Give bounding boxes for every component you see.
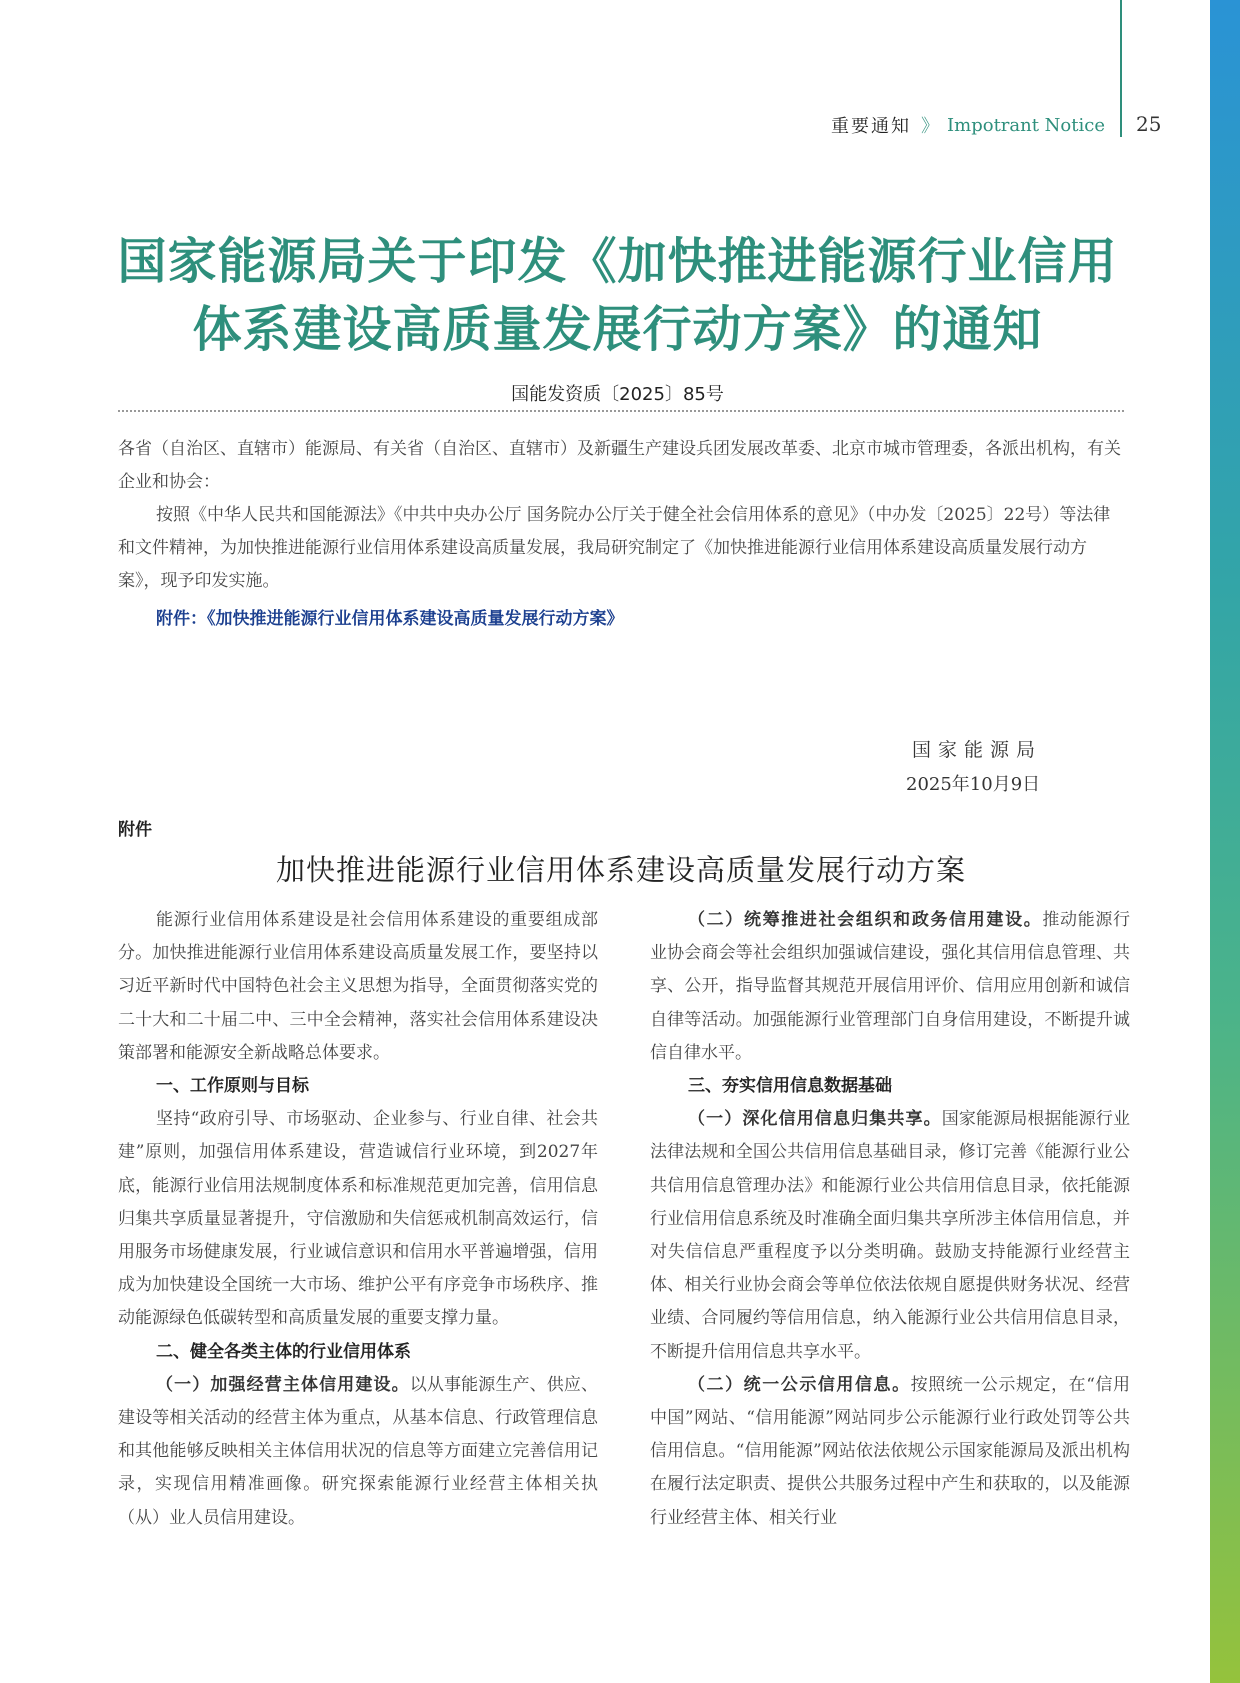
intro-paragraph: 能源行业信用体系建设是社会信用体系建设的重要组成部分。加快推进能源行业信用体系建设高质量发展工作，要坚持以习近平新时代中国特色社会主义思想为指导，全面贯彻落实党的二十大和二十届二中、三中全会精神，落实社会信用体系建设决策部署和能源安全新战略总体要求。 (118, 910, 598, 1063)
subsection-paragraph (118, 1369, 598, 1535)
notice-body: 按照《中华人民共和国能源法》《中共中央办公厅 国务院办公厅关于健全社会信用体系的意见》（中办发〔2025〕22号）等法律和文件精神，为加快推进能源行业信用体系建设高质量发展，我局研究制定了《加快推进能源行业信用体系建设高质量发展行动方案》，现予印发实施。 (118, 505, 1111, 591)
issue-date: 2025年10月9日 (906, 774, 1041, 795)
subsection-body: 按照统一公示规定，在“信用中国”网站、“信用能源”网站同步公示能源行业行政处罚等公共信用信息。“信用能源”网站依法依规公示国家能源局及派出机构在履行法定职责、提供公共服务过程中产生和获取的，以及能源行业经营主体、相关行业 (650, 1374, 1130, 1528)
subsection-paragraph (650, 1369, 1130, 1535)
document-number: 国能发资质〔2025〕85号 (511, 384, 724, 405)
principles-paragraph: 坚持“政府引导、市场驱动、企业参与、行业自律、社会共建”原则，加强信用体系建设，营造诚信行业环境，到2027年底，能源行业信用法规制度体系和标准规范更加完善，信用信息归集共享质量显著提升，守信激励和失信惩戒机制高效运行，信用服务市场健康发展，行业诚信意识和信用水平普遍增强，信用成为加快建设全国统一大市场、维护公平有序竞争市场秩序、推动能源绿色低碳转型和高质量发展的重要支撑力量。 (118, 1109, 598, 1329)
right-column (650, 904, 1130, 1535)
running-header (760, 110, 1105, 140)
attachment-reference: 附件：《加快推进能源行业信用体系建设高质量发展行动方案》 (156, 609, 624, 629)
subsection-title: （一）深化信用信息归集共享。 (688, 1109, 942, 1130)
notice-title-line1: 国家能源局关于印发《加快推进能源行业信用 (117, 233, 1118, 290)
page-number: 25 (1136, 112, 1162, 136)
annex-label: 附件 (118, 820, 152, 840)
notice-recipients: 各省（自治区、直辖市）能源局、有关省（自治区、直辖市）及新疆生产建设兵团发展改革委、北京市城市管理委，各派出机构，有关企业和协会： (118, 439, 1121, 492)
notice-title (110, 228, 1125, 364)
notice-title-line2: 体系建设高质量发展行动方案》的通知 (192, 301, 1043, 358)
section-title-cn: 重要通知 (831, 116, 912, 137)
section-heading-3: 三、夯实信用信息数据基础 (688, 1076, 892, 1097)
side-color-bar (1210, 0, 1240, 1683)
subsection-body: 国家能源局根据能源行业法律法规和全国公共信用信息基础目录，修订完善《能源行业公共信用信息管理办法》和能源行业公共信用信息目录，依托能源行业信用信息系统及时准确全面归集共享所涉主体信用信息，并对失信信息严重程度予以分类明确。鼓励支持能源行业经营主体、相关行业协会商会等单位依法依规自愿提供财务状况、经营业绩、合同履约等信用信息，纳入能源行业公共信用信息目录，不断提升信用信息共享水平。 (650, 1109, 1130, 1362)
section-title-en: Impotrant Notice (947, 114, 1105, 136)
dotted-divider (118, 410, 1124, 412)
section-heading-2: 二、健全各类主体的行业信用体系 (156, 1341, 411, 1362)
double-chevron-icon: 》 (921, 116, 940, 137)
subsection-body: 推动能源行业协会商会等社会组织加强诚信建设，强化其信用信息管理、共享、公开，指导监督其规范开展信用评价、信用应用创新和诚信自律等活动。加强能源行业管理部门自身信用建设，不断提升诚信自律水平。 (650, 910, 1130, 1063)
left-column (118, 904, 598, 1535)
plan-title: 加快推进能源行业信用体系建设高质量发展行动方案 (275, 853, 966, 887)
subsection-title: （一）加强经营主体信用建设。 (156, 1374, 410, 1395)
subsection-title: （二）统筹推进社会组织和政务信用建设。 (688, 910, 1043, 930)
header-divider (1120, 0, 1122, 137)
subsection-title: （二）统一公示信用信息。 (688, 1374, 911, 1395)
subsection-body: 以从事能源生产、供应、建设等相关活动的经营主体为重点，从基本信息、行政管理信息和其他能够反映相关主体信用状况的信息等方面建立完善信用记录，实现信用精准画像。研究探索能源行业经营主体相关执（从）业人员信用建设。 (118, 1374, 598, 1528)
section-heading-1: 一、工作原则与目标 (156, 1076, 309, 1097)
subsection-paragraph (650, 904, 1130, 1070)
subsection-paragraph (650, 1103, 1130, 1369)
issuer-signature: 国家能源局 (912, 739, 1043, 761)
